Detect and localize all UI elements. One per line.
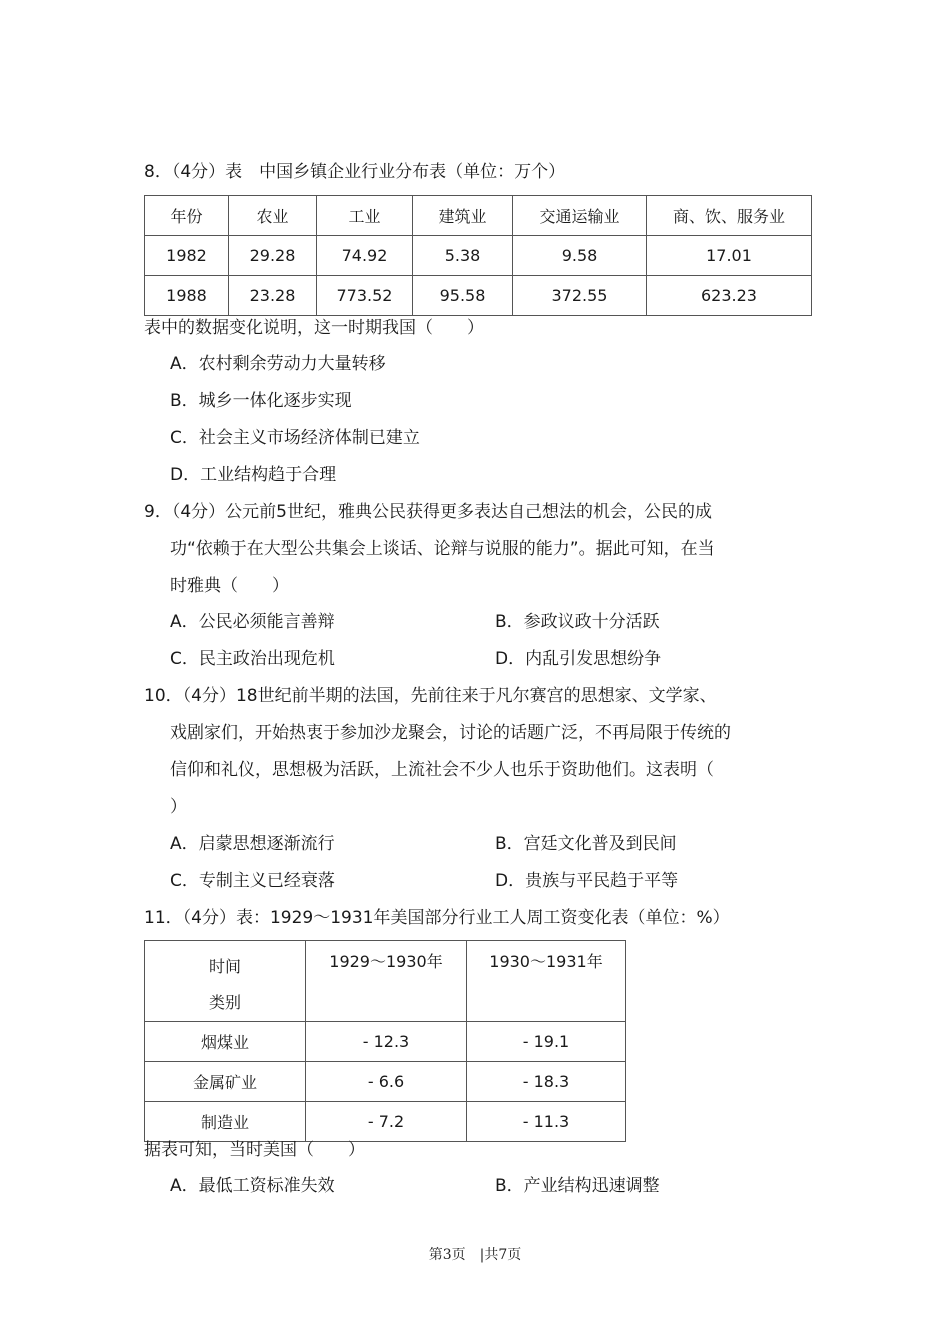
option-c[interactable]: C．专制主义已经衰落 (170, 871, 335, 891)
table-row (145, 236, 812, 276)
table-cell: - 12.3 (306, 1022, 467, 1062)
q10-line: 戏剧家们，开始热衷于参加沙龙聚会，讨论的话题广泛，不再局限于传统的 (170, 723, 731, 743)
table-cell: 623.23 (647, 276, 812, 316)
q10-line: 信仰和礼仪，思想极为活跃，上流社会不少人也乐于资助他们。这表明（ (170, 760, 714, 780)
option-b[interactable]: B．城乡一体化逐步实现 (170, 391, 352, 411)
q9-line: 时雅典（ ） (170, 576, 289, 596)
table-cell: 9.58 (513, 236, 647, 276)
table-cell: 773.52 (317, 276, 413, 316)
q9-line: 9．（4分）公元前5世纪，雅典公民获得更多表达自己想法的机会，公民的成 (144, 502, 712, 522)
table-cell: 1982 (145, 236, 229, 276)
table-row (145, 1062, 626, 1102)
page-footer: 第3页 |共7页 (428, 1247, 522, 1263)
table-cell: 5.38 (413, 236, 513, 276)
q11-question: 据表可知，当时美国（ ） (144, 1140, 365, 1160)
table-cell: 29.28 (229, 236, 317, 276)
q11-table (144, 940, 626, 1142)
q8-stem: 8．（4分）表 中国乡镇企业行业分布表（单位：万个） (144, 162, 566, 182)
q11-stem: 11．（4分）表：1929～1931年美国部分行业工人周工资变化表（单位：%） (144, 908, 730, 928)
table-cell: 74.92 (317, 236, 413, 276)
option-b[interactable]: B．参政议政十分活跃 (495, 612, 660, 632)
option-d[interactable]: D．工业结构趋于合理 (170, 465, 337, 485)
q8-table (144, 195, 812, 316)
corner-top-label: 时间 (208, 957, 241, 976)
table-header-row (145, 196, 812, 236)
table-cell: 1988 (145, 276, 229, 316)
table-row (145, 276, 812, 316)
table-cell: 烟煤业 (145, 1022, 306, 1062)
table-cell: 23.28 (229, 276, 317, 316)
option-a[interactable]: A．最低工资标准失效 (170, 1176, 335, 1196)
option-d[interactable]: D．内乱引发思想纷争 (495, 649, 662, 669)
option-d[interactable]: D．贵族与平民趋于平等 (495, 871, 679, 891)
table-header-cell: 1929～1930年 (306, 941, 467, 1022)
table-row (145, 1102, 626, 1142)
table-cell: - 18.3 (467, 1062, 626, 1102)
table-header-row (145, 941, 626, 1022)
table-cell: - 7.2 (306, 1102, 467, 1142)
table-header-cell: 商、饮、服务业 (647, 196, 812, 236)
table-cell: 95.58 (413, 276, 513, 316)
table-header-cell: 农业 (229, 196, 317, 236)
table-cell: 金属矿业 (145, 1062, 306, 1102)
table-header-cell: 交通运输业 (513, 196, 647, 236)
table-cell: 制造业 (145, 1102, 306, 1142)
option-b[interactable]: B．宫廷文化普及到民间 (495, 834, 677, 854)
option-c[interactable]: C．社会主义市场经济体制已建立 (170, 428, 420, 448)
corner-bottom-label: 类别 (208, 993, 241, 1012)
q8-question: 表中的数据变化说明，这一时期我国（ ） (144, 318, 484, 338)
option-a[interactable]: A．农村剩余劳动力大量转移 (170, 354, 386, 374)
table-cell: - 6.6 (306, 1062, 467, 1102)
table-header-cell: 1930～1931年 (467, 941, 626, 1022)
table-header-cell: 建筑业 (413, 196, 513, 236)
table-cell: - 11.3 (467, 1102, 626, 1142)
table-corner-cell (145, 941, 306, 1022)
option-b[interactable]: B．产业结构迅速调整 (495, 1176, 660, 1196)
table-cell: 372.55 (513, 276, 647, 316)
q10-line: ） (170, 797, 187, 817)
table-header-cell: 年份 (145, 196, 229, 236)
option-a[interactable]: A．公民必须能言善辩 (170, 612, 335, 632)
option-c[interactable]: C．民主政治出现危机 (170, 649, 335, 669)
table-cell: 17.01 (647, 236, 812, 276)
q10-line: 10．（4分）18世纪前半期的法国，先前往来于凡尔赛宫的思想家、文学家、 (144, 686, 717, 706)
table-cell: - 19.1 (467, 1022, 626, 1062)
q9-line: 功“依赖于在大型公共集会上谈话、论辩与说服的能力”。据此可知，在当 (170, 539, 715, 559)
table-header-cell: 工业 (317, 196, 413, 236)
option-a[interactable]: A．启蒙思想逐渐流行 (170, 834, 335, 854)
table-row (145, 1022, 626, 1062)
